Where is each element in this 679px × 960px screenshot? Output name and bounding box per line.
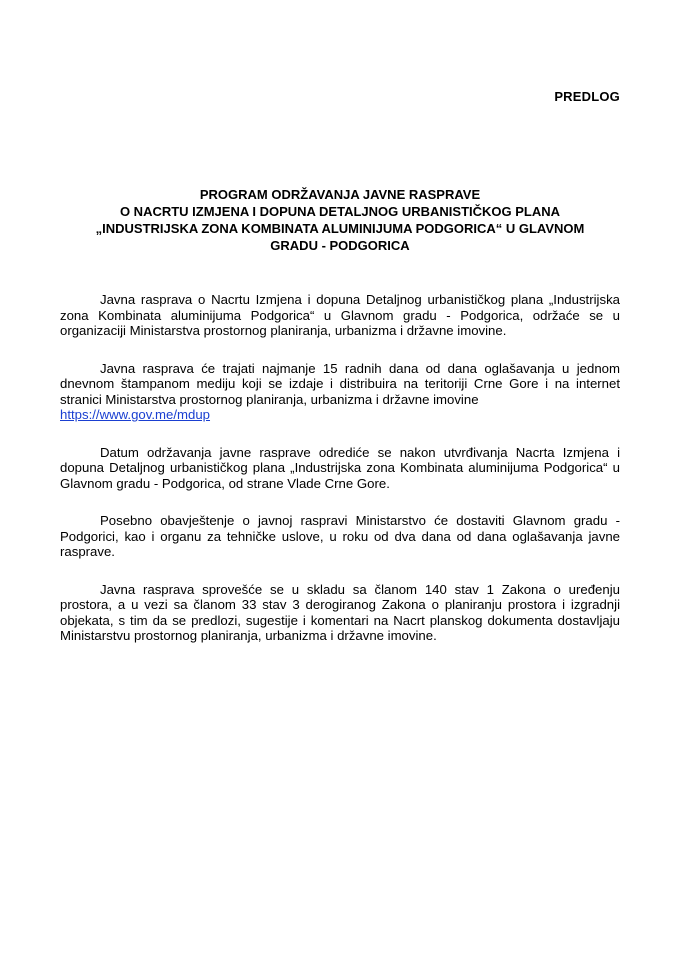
document-title [60, 186, 620, 254]
title-line: GRADU - PODGORICA [270, 238, 410, 253]
title-line: PROGRAM ODRŽAVANJA JAVNE RASPRAVE [199, 187, 481, 202]
paragraph-legal-basis: Javna rasprava sprovešće se u skladu sa članom 140 stav 1 Zakona o uređenju prostora, a u vezi sa članom 33 stav 3 derogiranog Zakona o planiranju prostora i izgradnji objekata, s tim da se predlozi, sugestije i komentari na Nacrt planskog dokumenta dostavljaju Ministarstvu prostornog planiranja, urbanizma i državne imovine. [60, 581, 620, 643]
title-line: O NACRTU IZMJENA I DOPUNA DETALJNOG URBANISTIČKOG PLANA [119, 204, 561, 219]
paragraph-organization: Javna rasprava o Nacrtu Izmjena i dopuna Detaljnog urbanističkog plana „Industrijska zona Kombinata aluminijuma Podgorica“ u Glavnom gradu - Podgorica, održaće se u organizaciji Ministarstva prostornog planiranja, urbanizma i državne imovine. [60, 292, 620, 338]
paragraph-notice: Posebno obavještenje o javnoj raspravi Ministarstvo će dostaviti Glavnom gradu - Podgorici, kao i organu za tehničke uslove, u roku od dva dana od dana oglašavanja javne rasprave. [60, 513, 620, 559]
ministry-website-link[interactable]: https://www.gov.me/mdup [60, 407, 211, 422]
document-body [60, 292, 620, 666]
paragraph-date: Datum održavanja javne rasprave odrediće se nakon utvrđivanja Nacrta Izmjena i dopuna Detaljnog urbanističkog plana „Industrijska zona Kombinata aluminijuma Podgorica“ u Glavnom gradu - Podgorica, od strane Vlade Crne Gore. [60, 444, 620, 491]
paragraph-duration [60, 361, 620, 423]
document-stamp: PREDLOG [554, 89, 620, 104]
title-line: „INDUSTRIJSKA ZONA KOMBINATA ALUMINIJUMA PODGORICA“ U GLAVNOM [95, 221, 585, 236]
paragraph-duration-text: Javna rasprava će trajati najmanje 15 radnih dana od dana oglašavanja u jednom dnevnom štampanom mediju koji se izdaje i distribuira na teritoriji Crne Gore i na internet stranici Ministarstva prostornog planiranja, urbanizma i državne imovine [60, 360, 620, 407]
